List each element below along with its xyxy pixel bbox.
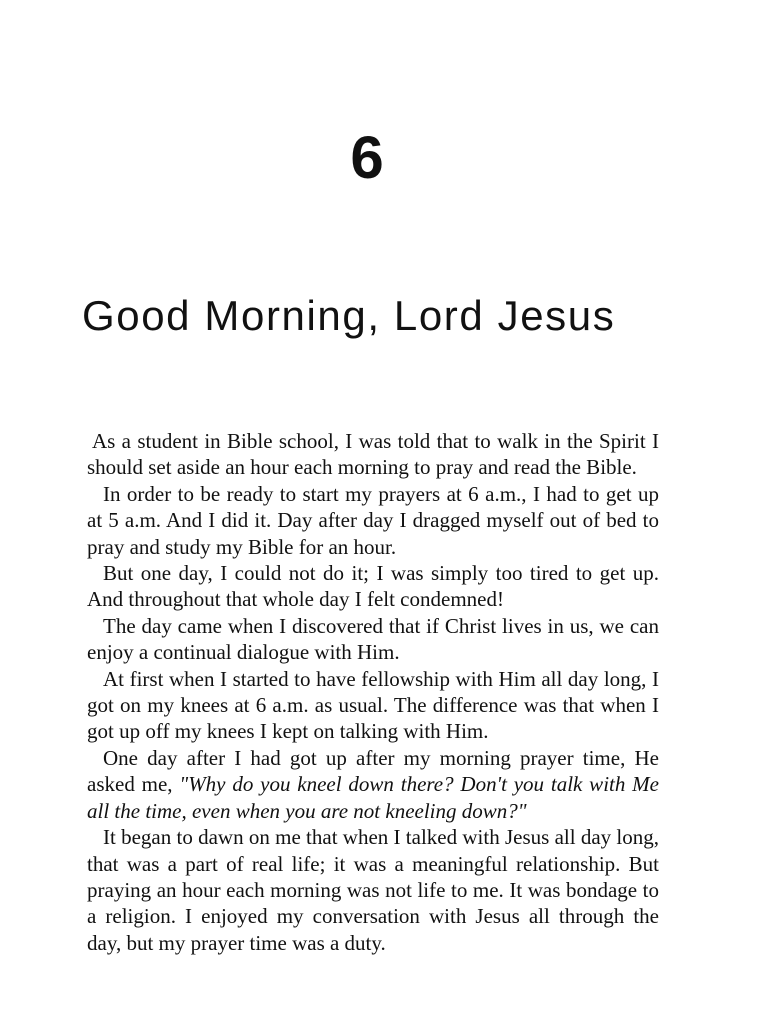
paragraph-7: It began to dawn on me that when I talked with Jesus all day long, that was a part of real life; it was a meaningful relationship. But praying an hour each morning was not life to me. It was bondage to a religion. I enjoyed my conversation with Jesus all through the day, but my prayer time was a duty. — [87, 825, 659, 955]
chapter-body — [87, 428, 659, 956]
chapter-number: 6 — [350, 124, 384, 191]
paragraph-1: As a student in Bible school, I was told that to walk in the Spirit I should set aside an hour each morning to pray and read the Bible. — [87, 429, 659, 480]
paragraph-5: At first when I started to have fellowship with Him all day long, I got on my knees at 6 a.m. as usual. The difference was that when I got up off my knees I kept on talking with Him. — [87, 666, 659, 744]
paragraph-2: In order to be ready to start my prayers at 6 a.m., I had to get up at 5 a.m. And I did it. Day after day I dragged myself out of bed to pray and study my Bible for an hour. — [87, 481, 659, 559]
paragraph-6-lead: One day after I had got up after my morning prayer time, He asked me, — [87, 745, 659, 797]
paragraph-3: But one day, I could not do it; I was simply too tired to get up. And throughout that whole day I felt condemned! — [87, 561, 659, 612]
jesus-quote: "Why do you kneel down there? Don't you talk with Me all the time, even when you are not kneeling down?" — [87, 772, 659, 823]
paragraph-4: The day came when I discovered that if Christ lives in us, we can enjoy a continual dialogue with Him. — [87, 613, 659, 665]
chapter-title: Good Morning, Lord Jesus — [82, 292, 616, 339]
paragraph-6 — [87, 745, 659, 824]
